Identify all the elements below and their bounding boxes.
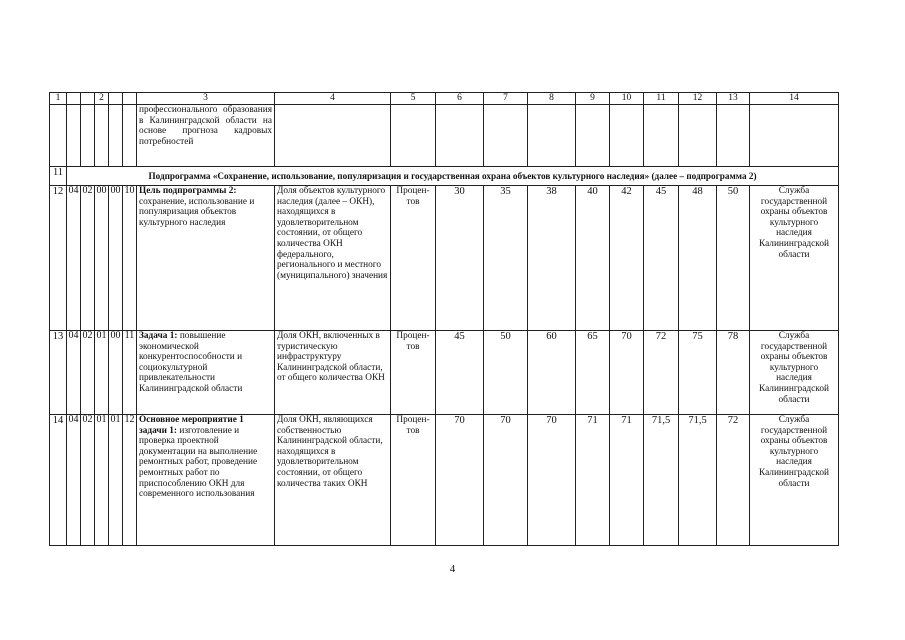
- goal-cell: Цель подпрограммы 2: сохранение, использование и популяризация объектов культурного наследия: [137, 186, 275, 331]
- header-col-12: 12: [679, 93, 717, 105]
- continuation-text: профессионального образования в Калининградской области на основе прогноза кадровых потребностей: [137, 105, 275, 167]
- unit-cell: Процен-тов: [391, 186, 436, 331]
- goal-cell: Основное мероприятие 1 задачи 1: изготовление и проверка проектной документации на выполнение ремонтных работ, проведение ремонтных работ по приспособлению ОКН для современного использования: [137, 415, 275, 546]
- goal-cell: Задача 1: повышение экономической конкурентоспособности и социокультурной привлекательности Калининградской области: [137, 331, 275, 415]
- header-col-14: 14: [750, 93, 839, 105]
- header-col-2: 2: [95, 93, 109, 105]
- unit-cell: Процен-тов: [391, 415, 436, 546]
- header-col-6: 6: [436, 93, 484, 105]
- continuation-row: [50, 105, 839, 167]
- table-row: 14 04 02 01 01 12 Основное мероприятие 1 задачи 1: изготовление и проверка проектной документации на выполнение ремонтных работ, проведение ремонтных работ по приспособлению ОКН для современного использования Доля ОКН, являющихся собственностью Калининградской области, находящихся в удовлетворительном состоянии, от общего количества таких ОКН Процен-тов 70 70 70 71 71 71,5 71,5 72 Служба государственной охраны объектов культурного наследия Калининградской области: [50, 415, 839, 546]
- responsible-cell: Служба государственной охраны объектов культурного наследия Калининградской области: [750, 186, 839, 331]
- header-col-8: 8: [528, 93, 576, 105]
- header-col-11: 11: [644, 93, 679, 105]
- indicators-table: [49, 92, 839, 546]
- header-row: [50, 93, 839, 105]
- header-col-3: 3: [137, 93, 275, 105]
- subprogram-number: 11: [50, 167, 67, 186]
- responsible-cell: Служба государственной охраны объектов культурного наследия Калининградской области: [750, 415, 839, 546]
- table-row: 12 04 02 00 00 10 Цель подпрограммы 2: сохранение, использование и популяризация объектов культурного наследия Доля объектов культурного наследия (далее – ОКН), находящихся в удовлетворительном состоянии, от общего количества ОКН федерального, регионального и местного (муниципального) значения Процен-тов 30 35 38 40 42 45 48 50 Служба государственной охраны объектов культурного наследия Калининградской области: [50, 186, 839, 331]
- header-col-7: 7: [484, 93, 528, 105]
- header-col-code-4: [109, 93, 123, 105]
- header-col-code-5: [123, 93, 137, 105]
- indicator-cell: Доля ОКН, являющихся собственностью Калининградской области, находящихся в удовлетворительном состоянии, от общего количества таких ОКН: [275, 415, 391, 546]
- header-col-code-1: [67, 93, 81, 105]
- subprogram-row: [50, 167, 839, 186]
- header-col-13: 13: [717, 93, 750, 105]
- table-row: 13 04 02 01 00 11 Задача 1: повышение экономической конкурентоспособности и социокультурной привлекательности Калининградской области Доля ОКН, включенных в туристическую инфраструктуру Калининградской области, от общего количества ОКН Процен-тов 45 50 60 65 70 72 75 78 Служба государственной охраны объектов культурного наследия Калининградской области: [50, 331, 839, 415]
- header-col-4: 4: [275, 93, 391, 105]
- unit-cell: Процен-тов: [391, 331, 436, 415]
- indicator-cell: Доля объектов культурного наследия (далее – ОКН), находящихся в удовлетворительном состоянии, от общего количества ОКН федерального, регионального и местного (муниципального) значения: [275, 186, 391, 331]
- header-col-5: 5: [391, 93, 436, 105]
- header-col-1: 1: [50, 93, 67, 105]
- subprogram-title: Подпрограмма «Сохранение, использование, популяризация и государственная охрана объектов культурного наследия» (далее – подпрограмма 2): [67, 167, 839, 186]
- responsible-cell: Служба государственной охраны объектов культурного наследия Калининградской области: [750, 331, 839, 415]
- header-col-10: 10: [610, 93, 644, 105]
- header-col-9: 9: [576, 93, 610, 105]
- page-number: 4: [449, 563, 456, 575]
- indicator-cell: Доля ОКН, включенных в туристическую инфраструктуру Калининградской области, от общего количества ОКН: [275, 331, 391, 415]
- header-col-code-2: [81, 93, 95, 105]
